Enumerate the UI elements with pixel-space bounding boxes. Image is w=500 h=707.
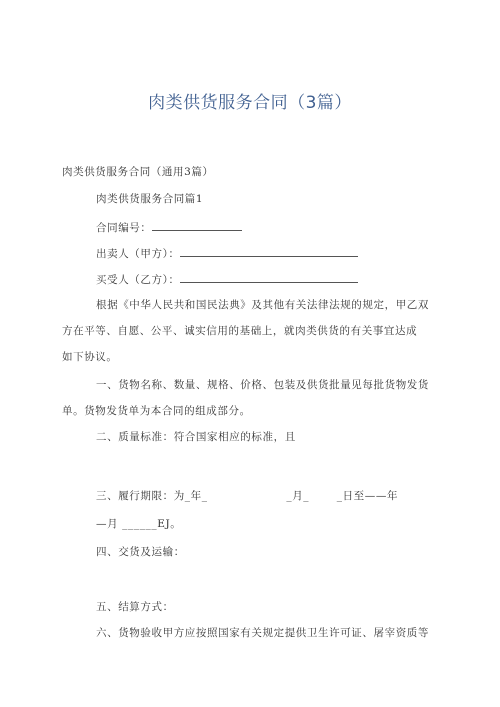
intro-line-2: 方在平等、自愿、公平、诚实信用的基础上，就肉类供货的有关事宜达成 — [62, 325, 418, 337]
clause-6: 六、货物验收甲方应按照国家有关规定提供卫生许可证、屠宰资质等 — [96, 627, 429, 639]
contract-number-line — [96, 220, 242, 235]
clause-4: 四、交货及运输： — [96, 546, 185, 558]
page-title: 肉类供货服务合同（3篇） — [148, 93, 352, 113]
buyer-label: 买受人（乙方）： — [96, 274, 180, 286]
clause-1-line-2: 单。货物发货单为本合同的组成部分。 — [62, 405, 251, 417]
seller-blank — [180, 246, 358, 257]
seller-line — [96, 246, 358, 261]
intro-line-1: 根据《中华人民共和国民法典》及其他有关法律法规的规定，甲乙双 — [96, 299, 429, 311]
contract-number-label: 合同编号： — [96, 222, 152, 234]
seller-label: 出卖人（甲方）： — [96, 248, 180, 260]
clause-3-line-1: 三、履行期限：为_年_ _月_ _日至——年 — [96, 490, 399, 502]
intro-line-3: 如下协议。 — [62, 351, 118, 363]
buyer-line — [96, 272, 358, 287]
clause-5: 五、结算方式： — [96, 601, 174, 613]
clause-1-line-1: 一、货物名称、数量、规格、价格、包装及供货批量见每批货物发货 — [96, 379, 429, 391]
contract-number-blank — [152, 220, 242, 231]
doc-heading: 肉类供货服务合同（通用3篇） — [62, 166, 214, 178]
clause-2: 二、质量标准：符合国家相应的标准，且 — [96, 431, 296, 443]
clause-3-line-2: —月 ______EJ。 — [96, 518, 182, 530]
section-title: 肉类供货服务合同篇1 — [96, 193, 204, 205]
buyer-blank — [180, 272, 358, 283]
